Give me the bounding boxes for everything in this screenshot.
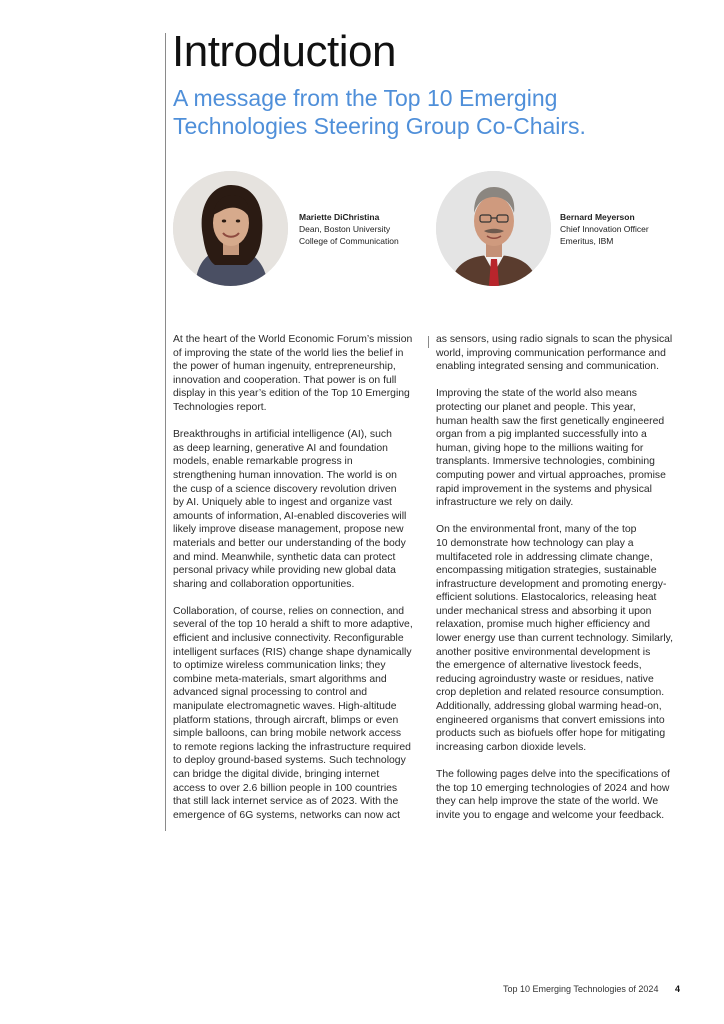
body-line: Technologies report.	[173, 401, 267, 413]
body-line: to optimize wireless communication links; they	[173, 660, 386, 672]
body-line: infrastructure development and promoting energy-	[436, 578, 667, 590]
body-column-left	[173, 333, 425, 836]
body-line: several of the top 10 herald a shift to more adaptive,	[173, 619, 413, 631]
body-line: under mechanical stress and absorbing it upon	[436, 605, 652, 617]
body-line: amounts of information, AI-enabled discoveries will	[173, 510, 407, 522]
body-line: efficient solutions. Elastocalorics, releasing heat	[436, 592, 657, 604]
body-line: On the environmental front, many of the top	[436, 524, 637, 536]
body-line: efficient and inclusive connectivity. Reconfigurable	[173, 633, 404, 645]
body-line: the top 10 emerging technologies of 2024 and how	[436, 782, 670, 794]
body-line: Breakthroughs in artificial intelligence (AI), such	[173, 429, 392, 441]
co-chair-role-line: Dean, Boston University	[299, 224, 391, 234]
left-margin-rule	[165, 33, 166, 831]
body-line: multifaceted role in addressing climate change,	[436, 551, 653, 563]
body-line: Collaboration, of course, relies on connection, and	[173, 605, 405, 617]
body-line: materials and better our understanding of the body	[173, 537, 406, 549]
footer-report-title: Top 10 Emerging Technologies of 2024	[503, 984, 659, 994]
body-line: to deploy ground-based systems. Such technology	[173, 755, 406, 767]
co-chair-caption-dichristina	[299, 211, 399, 247]
body-line: At the heart of the World Economic Forum’s mission	[173, 334, 413, 345]
body-line: infrastructure we rely on daily.	[436, 497, 574, 509]
body-line: increasing carbon dioxide levels.	[436, 741, 587, 753]
co-chair-caption-meyerson	[560, 211, 649, 247]
body-line: as deep learning, generative AI and foundation	[173, 442, 388, 454]
body-line: of improving the state of the world lies the belief in	[173, 347, 404, 359]
body-line: transplants. Immersive technologies, combining	[436, 456, 655, 468]
body-paragraph	[173, 428, 425, 591]
body-line: lower energy use than current technology. Similarly,	[436, 633, 673, 645]
body-paragraph	[436, 523, 706, 754]
body-line: the power of human ingenuity, entrepreneurship,	[173, 361, 396, 373]
body-line: crop depletion and related resource consumption.	[436, 687, 665, 699]
page-title: Introduction	[172, 27, 396, 76]
body-line: likely improve disease management, propose new	[173, 524, 404, 536]
body-line: products such as biofuels offer hope for mitigating	[436, 728, 666, 740]
column-divider-rule	[428, 336, 429, 348]
body-line: by AI. Uniquely able to ingest and organize vast	[173, 497, 392, 509]
body-line: enabling integrated sensing and communication.	[436, 361, 659, 373]
body-paragraph	[173, 333, 425, 415]
body-line: personal privacy while providing new global data	[173, 565, 396, 577]
body-paragraph	[436, 387, 706, 509]
co-chair-name: Mariette DiChristina	[299, 212, 380, 222]
body-line: reducing agroindustry waste or residues, native	[436, 673, 654, 685]
body-line: they can help improve the state of the world. We	[436, 796, 659, 808]
body-line: human health saw the first genetically engineered	[436, 415, 665, 427]
co-chair-name: Bernard Meyerson	[560, 212, 635, 222]
body-line: can bridge the digital divide, bringing internet	[173, 769, 380, 780]
body-line: display in this year’s edition of the Top 10 Emerging	[173, 388, 410, 400]
co-chair-role-line: College of Communication	[299, 236, 399, 246]
subtitle-line: A message from the Top 10 Emerging	[173, 85, 558, 111]
body-line: human, giving hope to the millions waiting for	[436, 442, 644, 454]
body-line: strengthening human innovation. The world is on	[173, 469, 397, 481]
body-line: rapid improvement in the systems and physical	[436, 483, 652, 495]
co-chair-photo-meyerson	[436, 171, 551, 286]
co-chair-photo-dichristina	[173, 171, 288, 286]
co-chair-role-line: Chief Innovation Officer	[560, 224, 649, 234]
body-line: another positive environmental development is	[436, 646, 651, 658]
body-line: emergence of 6G systems, networks can now act	[173, 809, 400, 821]
body-line: advanced signal processing to control and	[173, 687, 368, 699]
body-line: models, enable remarkable progress in	[173, 456, 353, 468]
body-line: manipulate electromagnetic waves. High-altitude	[173, 701, 397, 713]
body-paragraph	[173, 605, 425, 823]
body-line: encompassing mitigation strategies, sustainable	[436, 565, 657, 577]
body-line: and mind. Meanwhile, synthetic data can protect	[173, 551, 396, 563]
page-number: 4	[675, 984, 681, 994]
body-line: Improving the state of the world also means	[436, 388, 637, 400]
body-line: combine meta-materials, smart algorithms and	[173, 673, 387, 685]
body-line: Additionally, addressing global warming head-on,	[436, 701, 662, 713]
body-line: invite you to engage and welcome your feedback.	[436, 809, 665, 821]
body-line: innovation and cooperation. That power is on full	[173, 374, 397, 386]
body-paragraph	[436, 333, 706, 374]
body-line: world, improving communication performance and	[436, 347, 666, 359]
body-line: the cusp of a science discovery revolution driven	[173, 483, 397, 495]
body-line: computing power and virtual approaches, promise	[436, 469, 666, 481]
body-line: intelligent surfaces (RIS) change shape dynamically	[173, 646, 412, 658]
body-line: that still lack internet service as of 2023. With the	[173, 796, 399, 808]
subtitle-line: Technologies Steering Group Co-Chairs.	[173, 113, 586, 139]
page-subtitle	[173, 84, 653, 140]
body-line: organ from a pig implanted successfully into a	[436, 429, 647, 441]
body-line: platform stations, through aircraft, blimps or even	[173, 714, 399, 726]
body-paragraph	[436, 768, 706, 822]
portrait-woman-icon	[173, 171, 288, 286]
co-chair-role-line: Emeritus, IBM	[560, 236, 614, 246]
body-line: engineered organisms that convert emissions into	[436, 714, 665, 726]
body-line: access to over 2.6 billion people in 100 countries	[173, 782, 398, 794]
body-column-right	[436, 333, 706, 836]
body-line: The following pages delve into the specifications of	[436, 769, 670, 780]
body-line: 10 demonstrate how technology can play a	[436, 537, 634, 549]
body-line: as sensors, using radio signals to scan the physical	[436, 334, 673, 345]
body-line: to remote regions lacking the infrastructure required	[173, 741, 411, 753]
portrait-man-icon	[436, 171, 551, 286]
body-line: protecting our planet and people. This year,	[436, 401, 636, 413]
body-line: relaxation, promise much higher efficiency and	[436, 619, 651, 631]
body-line: the emergence of alternative livestock feeds,	[436, 660, 642, 672]
body-line: sharing and collaboration opportunities.	[173, 578, 355, 590]
body-line: simple balloons, can bring mobile network access	[173, 728, 402, 740]
